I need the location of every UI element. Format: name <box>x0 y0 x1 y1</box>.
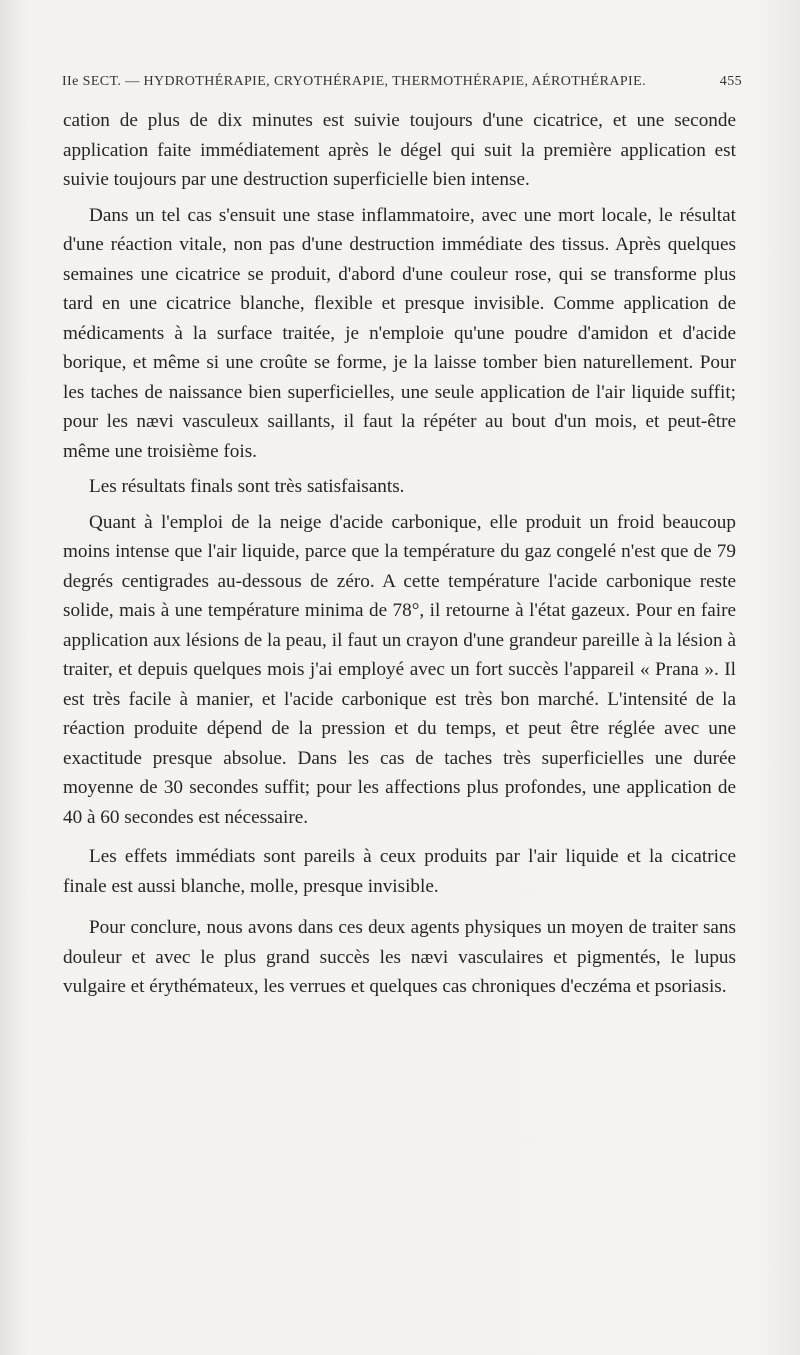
paragraph-immediate-effects: Les effets immédiats sont pareils à ceux produits par l'air liquide et la cicatrice finale est aussi blanche, molle, presque invisible. <box>63 846 736 897</box>
paragraph-conclusion: Pour conclure, nous avons dans ces deux agents physiques un moyen de traiter sans douleur et avec le plus grand succès les nævi vasculaires et pigmentés, le lupus vulgaire et érythémateux, les verrues et quelques cas chroniques d'eczéma et psoriasis. <box>63 917 736 997</box>
paragraph-continuation: cation de plus de dix minutes est suivie toujours d'une cicatrice, et une seconde application faite immédiatement après le dégel qui suit la première application est suivie toujours par une destruction superficielle bien intense. <box>63 110 736 190</box>
page-number: 455 <box>719 74 742 89</box>
paragraph-inflammation: Dans un tel cas s'ensuit une stase inflammatoire, avec une mort locale, le résultat d'une réaction vitale, non pas d'une destruction immédiate des tissus. Après quelques semaines une cicatrice se produit, d'abord d'une couleur rose, qui se transforme plus tard en une cicatrice blanche, flexible et presque invisible. Comme application de médicaments à la surface traitée, je n'emploie qu'une poudre d'amidon et d'acide borique, et même si une croûte se forme, je la laisse tomber bien naturellement. Pour les taches de naissance bien superficielles, une seule application de l'air liquide suffit; pour les nævi vasculeux saillants, il faut la répéter au bout d'un mois, et peut-être même une troisième fois. <box>63 204 736 462</box>
body-text <box>63 106 736 1002</box>
paragraph-carbonic-snow: Quant à l'emploi de la neige d'acide carbonique, elle produit un froid beaucoup moins intense que l'air liquide, parce que la température du gaz congelé n'est que de 79 degrés centigrades au-dessous de zéro. A cette température l'acide carbonique reste solide, mais à une température minima de 78°, il retourne à l'état gazeux. Pour en faire application aux lésions de la peau, il faut un crayon d'une grandeur pareille à la lésion à traiter, et depuis quelques mois j'ai employé avec un fort succès l'appareil « Prana ». Il est très facile à manier, et l'acide carbonique est très bon marché. L'intensité de la réaction produite dépend de la pression et du temps, et peut être réglée avec une exactitude presque absolue. Dans les cas de taches très superficielles une durée moyenne de 30 secondes suffit; pour les affections plus profondes, une application de 40 à 60 secondes est nécessaire. <box>63 511 736 828</box>
paragraph-results: Les résultats finals sont très satisfaisants. <box>89 476 405 497</box>
running-header <box>62 74 742 90</box>
section-title: IIe SECT. — HYDROTHÉRAPIE, CRYOTHÉRAPIE, THERMOTHÉRAPIE, AÉROTHÉRAPIE. <box>62 74 646 89</box>
